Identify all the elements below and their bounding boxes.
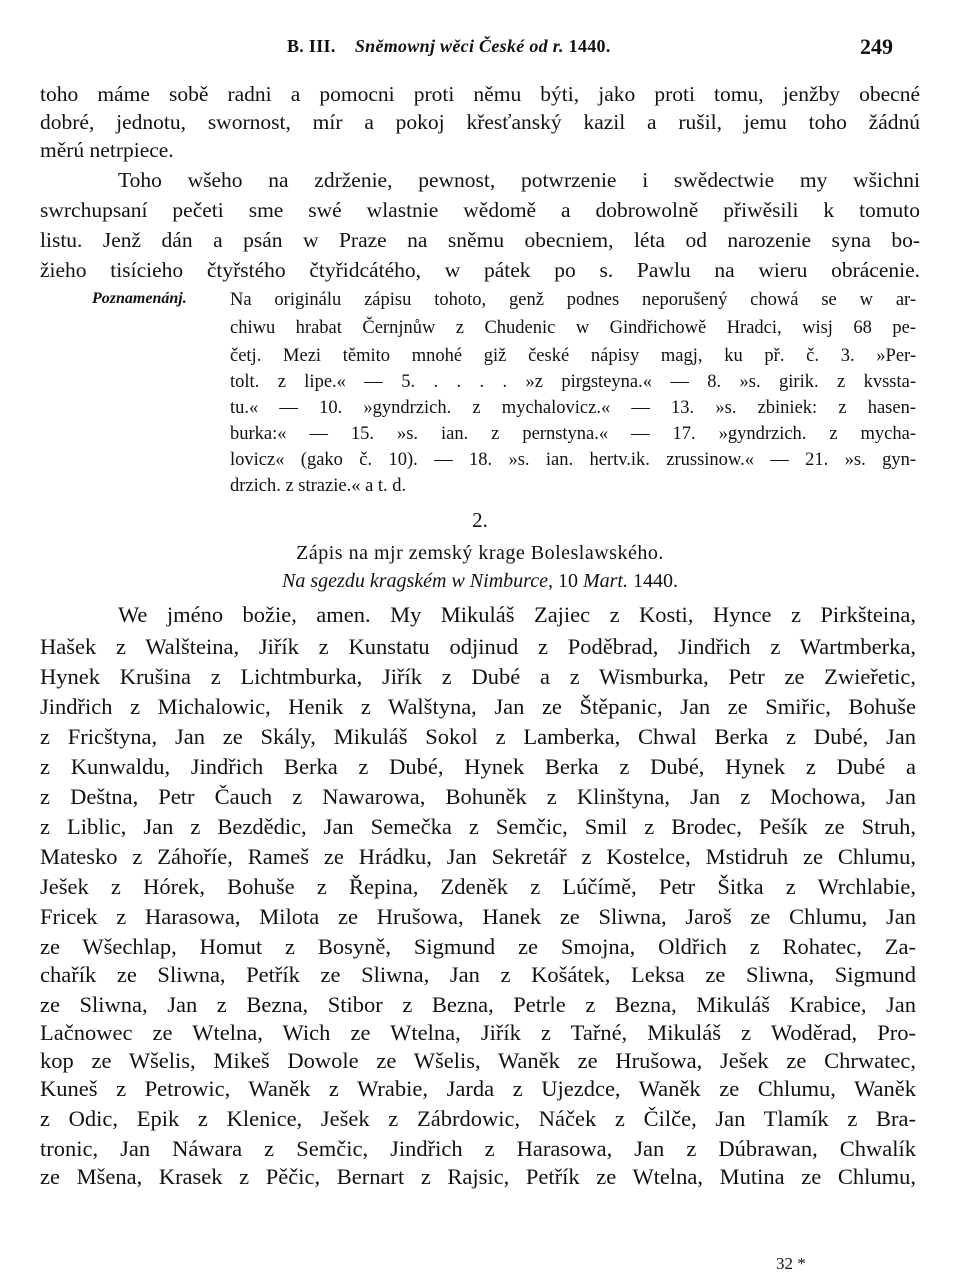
header-title: Sněmownj wěci České od r. xyxy=(354,36,564,56)
text-line: Hynek Krušina z Lichtmburka, Jiřík z Dubé a z Wismburka, Petr ze Zwieřetic, xyxy=(40,664,916,689)
note-line: tu.« — 10. »gyndrzich. z mychalovicz.« — 13. »s. zbiniek: z hasen- xyxy=(230,398,916,418)
signature-mark: 32 * xyxy=(776,1254,806,1273)
note-line: chiwu hrabat Černjnůw z Chudenic w Gindřichowě Hradci, wisj 68 pe- xyxy=(230,318,916,338)
note-line: Na originálu zápisu tohoto, genž podnes neporušený chowá se w ar- xyxy=(230,290,916,310)
text-line: Jindřich z Michalowic, Henik z Walštyna, Jan ze Štěpanic, Jan ze Smiřic, Bohuše xyxy=(40,694,916,719)
text-line: z Fricštyna, Jan ze Skály, Mikuláš Sokol z Lamberka, Chwal Berka z Dubé, Jan xyxy=(40,724,916,749)
text-line: Fricek z Harasowa, Milota ze Hrušowa, Hanek ze Sliwna, Jaroš ze Chlumu, Jan xyxy=(40,904,916,929)
subtitle-month: Mart. xyxy=(582,570,628,592)
text-line: Lačnowec ze Wtelna, Wich ze Wtelna, Jiřík z Tařné, Mikuláš z Woděrad, Pro- xyxy=(40,1020,916,1045)
text-line: chařík ze Sliwna, Petřík ze Sliwna, Jan z Košátek, Leksa ze Sliwna, Sigmund xyxy=(40,962,916,987)
text-line: žieho tisícieho čtyřstého čtyřidcátého, w pátek po s. Pawlu na wieru obrácenie. xyxy=(40,258,920,282)
text-line: Kuneš z Petrowic, Waněk z Wrabie, Jarda z Ujezdce, Waněk ze Chlumu, Waněk xyxy=(40,1076,916,1101)
text-line: z Odic, Epik z Klenice, Ješek z Zábrdowic, Náček z Čilče, Jan Tlamík z Bra- xyxy=(40,1106,916,1131)
section-number: 2. xyxy=(472,508,488,532)
subtitle-place: Na sgezdu kragském w Nimburce, xyxy=(282,570,553,592)
section-subtitle xyxy=(0,570,960,593)
header-section: B. III. xyxy=(287,36,336,56)
text-line: dobré, jednotu, swornost, mír a pokoj křesťanský kazil a rušil, jemu toho žádnú xyxy=(40,110,920,134)
page-number: 249 xyxy=(860,34,893,59)
text-line: měrú netrpiece. xyxy=(40,138,174,162)
text-line: ze Mšena, Krasek z Pěčic, Bernart z Rajsic, Petřík ze Wtelna, Mutina ze Chlumu, xyxy=(40,1164,916,1189)
note-line: četj. Mezi těmito mnohé giž české nápisy magj, ku př. č. 3. »Per- xyxy=(230,346,916,366)
text-line: listu. Jenž dán a psán w Praze na sněmu obecniem, léta od narozenie syna bo- xyxy=(40,228,920,252)
text-line: z Kunwaldu, Jindřich Berka z Dubé, Hynek Berka z Dubé, Hynek z Dubé a xyxy=(40,754,916,779)
text-line: z Deštna, Petr Čauch z Nawarowa, Bohuněk z Klinštyna, Jan z Mochowa, Jan xyxy=(40,784,916,809)
text-line: ze Sliwna, Jan z Bezna, Stibor z Bezna, Petrle z Bezna, Mikuláš Krabice, Jan xyxy=(40,992,916,1017)
text-line: We jméno božie, amen. My Mikuláš Zajiec z Kosti, Hynce z Pirkšteina, xyxy=(118,602,916,627)
text-line: Hašek z Walšteina, Jiřík z Kunstatu odjinud z Poděbrad, Jindřich z Wartmberka, xyxy=(40,634,916,659)
note-line: lovicz« (gako č. 10). — 18. »s. ian. hertv.ik. zrussinow.« — 21. »s. gyn- xyxy=(230,450,916,470)
text-line: toho máme sobě radni a pomocni proti němu býti, jako proti tomu, jenžby obecné xyxy=(40,82,920,106)
note-line: drzich. z strazie.« a t. d. xyxy=(230,476,407,496)
text-line: tronic, Jan Náwara z Semčic, Jindřich z Harasowa, Jan z Dúbrawan, Chwalík xyxy=(40,1136,916,1161)
text-line: swrchupsaní pečeti sme swé wlastnie wědomě a dobrowolně přiwěsili k tomuto xyxy=(40,198,920,222)
running-header xyxy=(287,36,611,57)
text-line: z Liblic, Jan z Bezdědic, Jan Semečka z Semčic, Smil z Brodec, Pešík ze Struh, xyxy=(40,814,916,839)
text-line: Toho wšeho na zdrženie, pewnost, potwrzenie i swědectwie my wšichni xyxy=(118,168,920,192)
subtitle-day: 10 xyxy=(557,570,578,592)
subtitle-year: 1440. xyxy=(632,570,678,592)
note-line: tolt. z lipe.« — 5. . . . . »z pirgsteyna.« — 8. »s. girik. z kvssta- xyxy=(230,372,916,392)
note-label: Poznamenánj. xyxy=(92,290,187,307)
text-line: Matesko z Záhoříe, Rameš ze Hrádku, Jan Sekretář z Kostelce, Mstidruh ze Chlumu, xyxy=(40,844,916,869)
section-title: Zápis na mjr zemský krage Boleslawského. xyxy=(296,542,664,564)
text-line: kop ze Wšelis, Mikeš Dowole ze Wšelis, Waněk ze Hrušowa, Ješek ze Chrwatec, xyxy=(40,1048,916,1073)
header-year: 1440. xyxy=(568,36,611,56)
text-line: ze Wšechlap, Homut z Bosyně, Sigmund ze Smojna, Oldřich z Rohatec, Za- xyxy=(40,934,916,959)
note-line: burka:« — 15. »s. ian. z pernstyna.« — 17. »gyndrzich. z mycha- xyxy=(230,424,916,444)
text-line: Ješek z Hórek, Bohuše z Řepina, Zdeněk z Lúčímě, Petr Šitka z Wrchlabie, xyxy=(40,874,916,899)
